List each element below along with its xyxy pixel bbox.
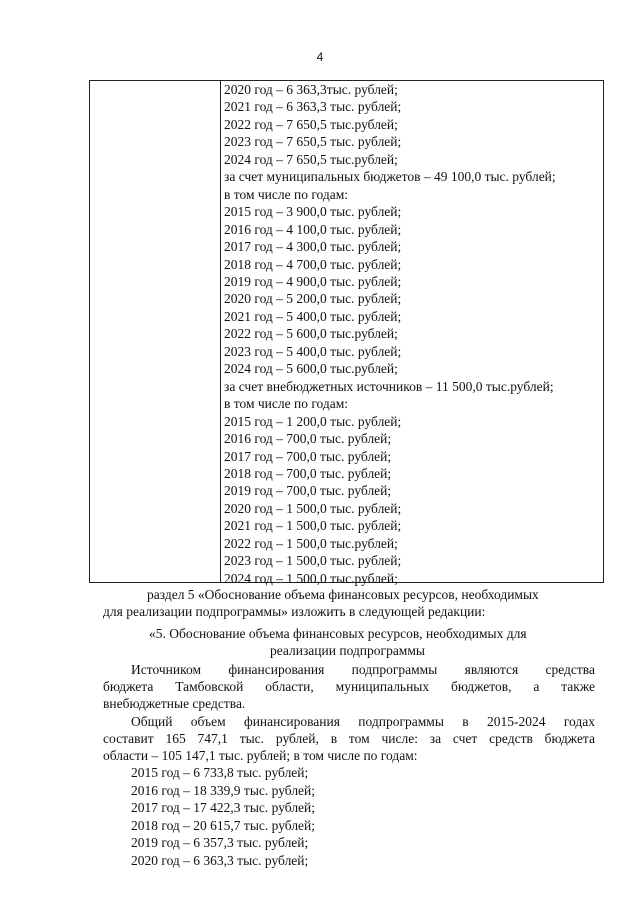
table-line: 2016 год – 700,0 тыс. рублей;	[224, 431, 392, 447]
table-line: 2018 год – 700,0 тыс. рублей;	[224, 465, 392, 481]
paragraph-line: внебюджетные средства.	[103, 696, 246, 711]
table-line: 2023 год – 5 400,0 тыс. рублей;	[224, 343, 402, 359]
table-line: 2018 год – 4 700,0 тыс. рублей;	[224, 256, 402, 272]
table-line: 2023 год – 1 500,0 тыс. рублей;	[224, 553, 402, 569]
table-line: 2021 год – 6 363,3 тыс. рублей;	[224, 99, 402, 115]
table-line: 2024 год – 5 600,0 тыс.рублей;	[224, 361, 398, 377]
funding-table	[89, 80, 604, 586]
table-line: 2017 год – 4 300,0 тыс. рублей;	[224, 239, 402, 255]
table-line: 2022 год – 5 600,0 тыс.рублей;	[224, 326, 398, 342]
paragraph-sources	[103, 661, 595, 712]
table-line: 2019 год – 4 900,0 тыс. рублей;	[224, 273, 402, 289]
table-line: 2017 год – 700,0 тыс. рублей;	[224, 448, 392, 464]
year-line: 2017 год – 17 422,3 тыс. рублей;	[131, 800, 316, 816]
table-line: 2020 год – 1 500,0 тыс. рублей;	[224, 500, 402, 516]
table-line: 2021 год – 5 400,0 тыс. рублей;	[224, 308, 402, 324]
table-line: 2022 год – 7 650,5 тыс.рублей;	[224, 116, 398, 132]
table-line: в том числе по годам:	[224, 186, 349, 202]
year-line: 2020 год – 6 363,3 тыс. рублей;	[131, 853, 309, 868]
table-column-divider	[220, 81, 221, 582]
table-line: в том числе по годам:	[224, 396, 349, 412]
table-line: 2020 год – 6 363,3тыс. рублей;	[224, 82, 398, 97]
table-line: за счет муниципальных бюджетов – 49 100,0 тыс. рублей;	[224, 169, 556, 185]
table-line: за счет внебюджетных источников – 11 500,0 тыс.рублей;	[224, 378, 554, 394]
table-line: 2024 год – 7 650,5 тыс.рублей;	[224, 151, 398, 167]
paragraph-total	[103, 713, 595, 764]
paragraph-line: составит 165 747,1 тыс. рублей, в том числе: за счет средств бюджета	[103, 731, 595, 746]
table-line: 2015 год – 3 900,0 тыс. рублей;	[224, 204, 402, 220]
paragraph-line: Общий объем финансирования подпрограммы в 2015-2024 годах	[131, 714, 595, 729]
table-line: 2019 год – 700,0 тыс. рублей;	[224, 483, 392, 499]
paragraph-line: бюджета Тамбовской области, муниципальных бюджетов, а также	[103, 679, 595, 694]
section-heading-line-2: реализации подпрограммы	[270, 643, 425, 658]
table-line: 2021 год – 1 500,0 тыс. рублей;	[224, 518, 402, 534]
section-intro-line-1: раздел 5 «Обоснование объема финансовых ресурсов, необходимых	[147, 587, 539, 602]
year-line: 2015 год – 6 733,8 тыс. рублей;	[131, 765, 309, 780]
section-heading-line-1: «5. Обоснование объема финансовых ресурсов, необходимых для	[149, 626, 527, 641]
section-intro-line-2: для реализации подпрограммы» изложить в следующей редакции:	[103, 604, 486, 619]
year-line: 2019 год – 6 357,3 тыс. рублей;	[131, 835, 309, 851]
table-line: 2023 год – 7 650,5 тыс. рублей;	[224, 134, 402, 150]
year-line: 2016 год – 18 339,9 тыс. рублей;	[131, 782, 316, 798]
year-line: 2018 год – 20 615,7 тыс. рублей;	[131, 817, 316, 833]
table-line: 2020 год – 5 200,0 тыс. рублей;	[224, 291, 402, 307]
table-line: 2016 год – 4 100,0 тыс. рублей;	[224, 221, 402, 237]
table-line: 2015 год – 1 200,0 тыс. рублей;	[224, 413, 402, 429]
paragraph-line: Источником финансирования подпрограммы являются средства	[131, 662, 595, 677]
table-right-cell	[224, 81, 599, 587]
page-number: 4	[316, 50, 324, 64]
table-line: 2022 год – 1 500,0 тыс.рублей;	[224, 535, 398, 551]
table-line: 2024 год – 1 500,0 тыс.рублей;	[224, 570, 398, 586]
paragraph-line: области – 105 147,1 тыс. рублей; в том числе по годам:	[103, 748, 418, 763]
